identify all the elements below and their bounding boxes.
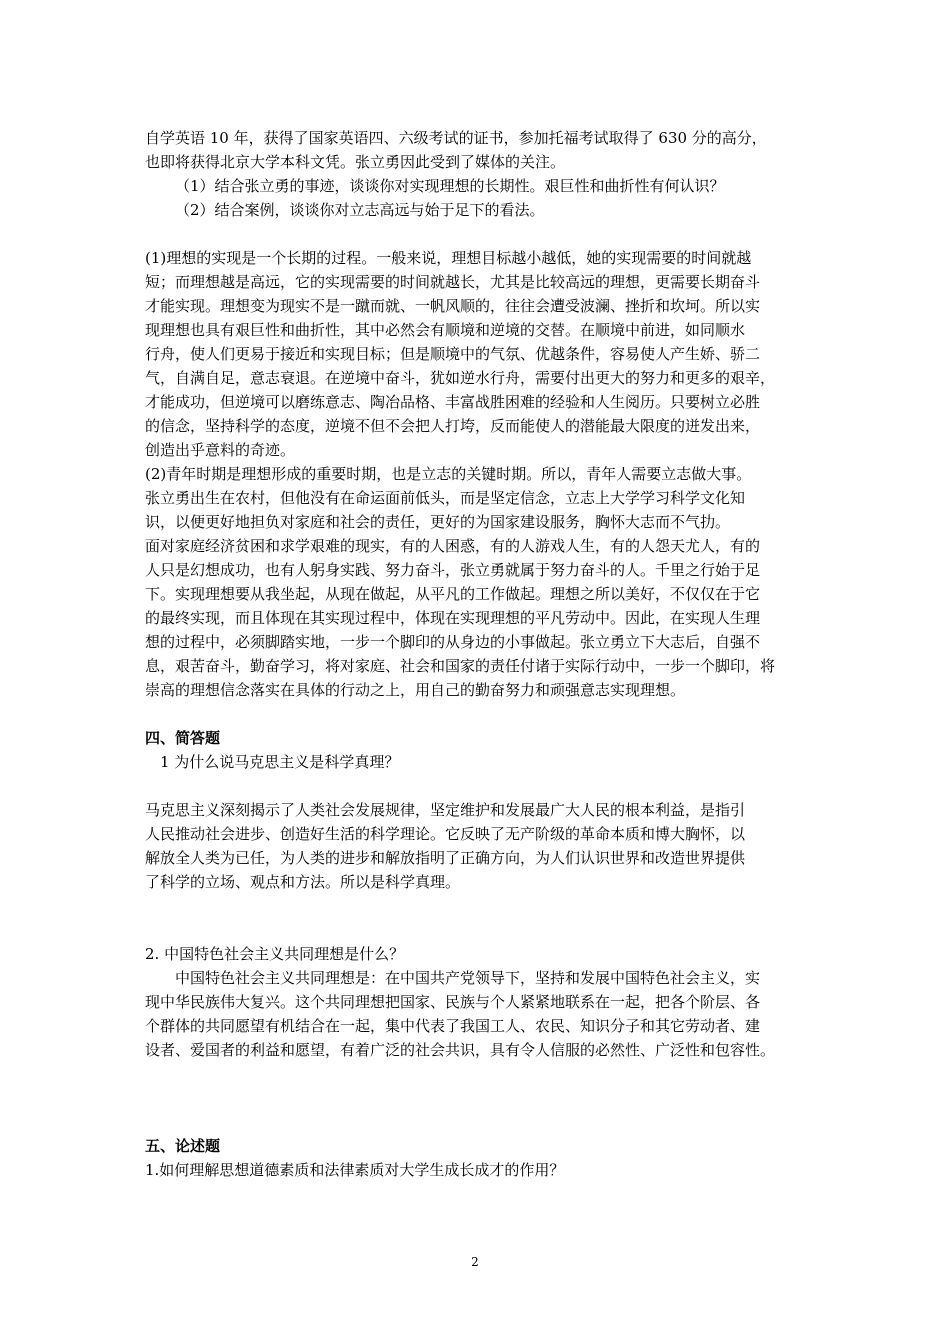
answer-2-paragraph [145, 462, 817, 702]
answer-1-line: 行舟，使人们更易于接近和实现目标；但是顺境中的气氛、优越条件，容易使人产生娇、骄二 [145, 345, 761, 363]
section-5-question-1: 1.如何理解思想道德素质和法律素质对大学生成长成才的作用？ [145, 1161, 565, 1179]
answer-2-line: 崇高的理想信念落实在具体的行动之上，用自己的勤奋努力和顽强意志实现理想。 [145, 681, 686, 699]
answer-2-line: 识，以便更好地担负对家庭和社会的责任，更好的为国家建设服务，胸怀大志而不气扐。 [145, 513, 731, 531]
answer-1-line: 短；而理想越是高远，它的实现需要的时间就越长，尤其是比较高远的理想，更需要长期奋斗 [145, 273, 761, 291]
blank-line [145, 702, 817, 726]
section-4-answer-2 [145, 966, 817, 1062]
section-4-answer-2-line: 设者、爱国者的利益和愿望，有着广泛的社会共识，具有令人信服的必然性、广泛性和包容性。 [145, 1041, 776, 1059]
question-2: （2）结合案例，谈谈你对立志高远与始于足下的看法。 [175, 201, 545, 219]
answer-1-line: 现理想也具有艰巨性和曲折性，其中必然会有顺境和逆境的交替。在顺境中前进，如同顺水 [145, 321, 746, 339]
answer-2-line: 人只是幻想成功，也有人躬身实践、努力奋斗，张立勇就属于努力奋斗的人。千里之行始于足 [145, 561, 761, 579]
section-4-question-2: 2. 中国特色社会主义共同理想是什么？ [145, 945, 405, 963]
intro-line: 自学英语 10 年，获得了国家英语四、六级考试的证书，参加托福考试取得了 630 分的高分， [145, 129, 767, 147]
section-4-question-1: 1 为什么说马克思主义是科学真理？ [160, 753, 400, 771]
answer-1-line: 的信念，坚持科学的态度，逆境不但不会把人打垮，反而能使人的潜能最大限度的迸发出来， [145, 417, 761, 435]
blank-line [145, 918, 817, 942]
section-4-answer-1 [145, 798, 817, 894]
answer-2-line: 的最终实现，而且体现在其实现过程中，体现在实现理想的平凡劳动中。因此，在实现人生理 [145, 609, 761, 627]
section-4-answer-2-line: 现中华民族伟大复兴。这个共同理想把国家、民族与个人紧紧地联系在一起，把各个阶层、各 [145, 993, 761, 1011]
section-4-answer-1-line: 了科学的立场、观点和方法。所以是科学真理。 [145, 873, 461, 891]
section-4-answer-2-line: 中国特色社会主义共同理想是：在中国共产党领导下，坚持和发展中国特色社会主义，实 [175, 969, 761, 987]
section-5-heading: 五、论述题 [145, 1137, 221, 1155]
answer-1-line: 创造出乎意料的奇迹。 [145, 441, 296, 459]
question-1: （1）结合张立勇的事迹，谈谈你对实现理想的长期性。艰巨性和曲折性有何认识？ [175, 177, 725, 195]
answer-2-line: 想的过程中，必须脚踏实地，一步一个脚印的从身边的小事做起。张立勇立下大志后，自强不 [145, 633, 761, 651]
answer-1-line: 才能实现。理想变为现实不是一蹴而就、一帆风顺的，往往会遭受波澜、挫折和坎坷。所以实 [145, 297, 761, 315]
blank-line [145, 222, 817, 246]
blank-line [145, 1086, 817, 1110]
intro-line: 也即将获得北京大学本科文凭。张立勇因此受到了媒体的关注。 [145, 153, 566, 171]
page-content [145, 126, 817, 1182]
blank-line [145, 1110, 817, 1134]
section-4-answer-1-line: 解放全人类为已任，为人类的进步和解放指明了正确方向，为人们认识世界和改造世界提供 [145, 849, 746, 867]
section-4-answer-1-line: 马克思主义深刻揭示了人类社会发展规律，坚定维护和发展最广大人民的根本利益，是指引 [145, 801, 746, 819]
answer-2-line: 面对家庭经济贫困和求学艰难的现实，有的人困惑，有的人游戏人生，有的人怨天尤人，有的 [145, 537, 761, 555]
page-number: 2 [471, 1255, 479, 1269]
intro-paragraph [145, 126, 817, 174]
answer-1-line: (1)理想的实现是一个长期的过程。一般来说，理想目标越小越低，她的实现需要的时间就越 [145, 249, 752, 267]
answer-2-line: 张立勇出生在农村，但他没有在命运面前低头，而是坚定信念，立志上大学学习科学文化知 [145, 489, 746, 507]
blank-line [145, 894, 817, 918]
blank-line [145, 1062, 817, 1086]
blank-line [145, 774, 817, 798]
answer-1-line: 气，自满自足，意志衰退。在逆境中奋斗，犹如逆水行舟，需要付出更大的努力和更多的艰辛， [145, 369, 776, 387]
case-questions [145, 174, 817, 222]
answer-2-line: (2)青年时期是理想形成的重要时期，也是立志的关键时期。所以，青年人需要立志做大事。 [145, 465, 752, 483]
section-4-heading: 四、简答题 [145, 729, 221, 747]
answer-2-line: 下。实现理想要从我坐起，从现在做起，从平凡的工作做起。理想之所以美好，不仅仅在于它 [145, 585, 761, 603]
answer-2-line: 息，艰苦奋斗，勤奋学习，将对家庭、社会和国家的责任付诸于实际行动中，一步一个脚印，将 [145, 657, 776, 675]
section-4-answer-2-line: 个群体的共同愿望有机结合在一起，集中代表了我国工人、农民、知识分子和其它劳动者、建 [145, 1017, 761, 1035]
section-4-answer-1-line: 人民推动社会进步、创造好生活的科学理论。它反映了无产阶级的革命本质和博大胸怀，以 [145, 825, 746, 843]
answer-1-line: 才能成功，但逆境可以磨练意志、陶冶品格、丰富战胜困难的经验和人生阅历。只要树立必胜 [145, 393, 761, 411]
answer-1-paragraph [145, 246, 817, 462]
